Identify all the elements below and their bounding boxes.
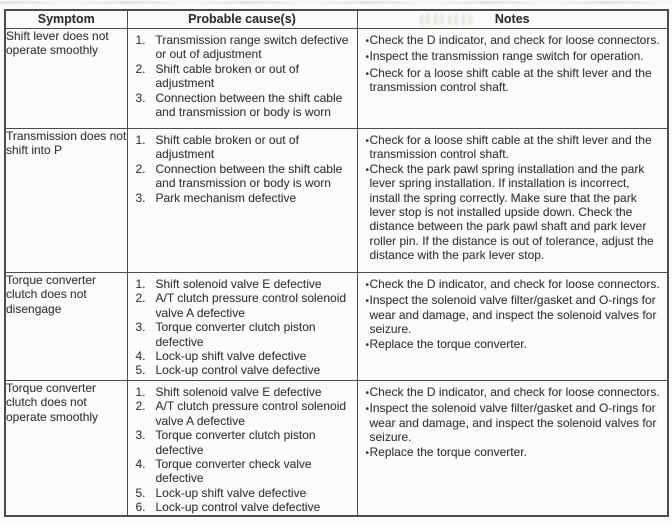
cause-number: 2. bbox=[135, 399, 146, 414]
cause-number: 1. bbox=[135, 277, 146, 291]
cause-text: Lock-up shift valve defective bbox=[155, 485, 307, 500]
cause-item bbox=[128, 162, 357, 191]
causes-list bbox=[128, 385, 357, 515]
table-header-row bbox=[5, 10, 668, 29]
notes-cell bbox=[357, 29, 668, 129]
column-header-notes bbox=[357, 10, 668, 29]
bullet-icon bbox=[358, 337, 370, 353]
table-row bbox=[5, 381, 668, 516]
bullet-icon bbox=[358, 401, 370, 417]
cause-item bbox=[128, 399, 357, 428]
cause-item bbox=[128, 428, 357, 457]
note-text: Check the D indicator, and check for loose connectors. bbox=[369, 33, 660, 47]
causes-list bbox=[128, 277, 357, 378]
cause-item bbox=[128, 191, 357, 205]
cause-text: Shift cable broken or out of adjustment bbox=[155, 133, 299, 162]
cause-text: Transmission range switch defective or out of adjustment bbox=[155, 33, 349, 62]
bullet-icon bbox=[358, 445, 370, 461]
troubleshooting-table bbox=[4, 9, 669, 517]
cause-text: Connection between the shift cable and transmission or body is worn bbox=[155, 90, 343, 120]
note-text: Replace the torque converter. bbox=[369, 336, 527, 351]
cause-item bbox=[128, 33, 357, 62]
note-item bbox=[358, 385, 668, 401]
cause-item bbox=[128, 385, 357, 399]
cause-number: 3. bbox=[135, 190, 146, 205]
note-item bbox=[358, 445, 668, 461]
column-header-symptom: Symptom bbox=[5, 10, 127, 29]
cause-number: 2. bbox=[135, 291, 146, 306]
column-header-notes-label: Notes bbox=[494, 12, 530, 26]
cause-item bbox=[128, 500, 357, 514]
symptom-text: Transmission does not shift into P bbox=[6, 129, 127, 158]
cause-text: Lock-up control valve defective bbox=[155, 363, 321, 378]
scan-edge-artifact bbox=[0, 1, 672, 4]
cause-item bbox=[128, 320, 357, 349]
column-header-causes: Probable cause(s) bbox=[127, 10, 357, 29]
cause-item bbox=[128, 91, 357, 120]
causes-cell bbox=[127, 273, 357, 381]
cause-number: 5. bbox=[135, 485, 146, 500]
causes-cell bbox=[127, 381, 357, 516]
bullet-icon bbox=[358, 33, 370, 49]
notes-cell bbox=[357, 129, 668, 273]
cause-text: Torque converter check valve defective bbox=[155, 457, 312, 486]
cause-number: 3. bbox=[135, 320, 146, 335]
bullet-icon bbox=[358, 293, 370, 309]
cause-text: Shift solenoid valve E defective bbox=[155, 385, 322, 399]
symptom-cell bbox=[5, 273, 127, 381]
cause-number: 2. bbox=[135, 61, 146, 76]
note-item bbox=[358, 66, 668, 95]
cause-number: 2. bbox=[135, 161, 146, 176]
bullet-icon bbox=[358, 385, 370, 401]
cause-item bbox=[128, 133, 357, 162]
table-row bbox=[5, 273, 668, 381]
cause-number: 4. bbox=[135, 349, 146, 364]
causes-list bbox=[128, 33, 357, 119]
note-text: Check for a loose shift cable at the shift lever and the transmission control shaft. bbox=[369, 65, 652, 95]
table-row bbox=[5, 29, 668, 129]
cause-number: 3. bbox=[135, 90, 146, 105]
notes-list bbox=[358, 33, 668, 95]
cause-text: A/T clutch pressure control solenoid valve A defective bbox=[155, 399, 347, 428]
cause-text: Connection between the shift cable and transmission or body is worn bbox=[155, 161, 343, 191]
note-item bbox=[358, 33, 668, 49]
cause-number: 6. bbox=[135, 500, 146, 515]
note-text: Check the D indicator, and check for loose connectors. bbox=[369, 385, 660, 399]
cause-text: Lock-up control valve defective bbox=[155, 500, 321, 515]
notes-list bbox=[358, 133, 668, 263]
cause-text: Torque converter clutch piston defective bbox=[155, 428, 316, 457]
cause-number: 1. bbox=[135, 33, 146, 47]
cause-item bbox=[128, 291, 357, 320]
cause-text: Shift cable broken or out of adjustment bbox=[155, 61, 299, 91]
symptom-cell bbox=[5, 381, 127, 516]
symptom-text: Torque converter clutch does not disengage bbox=[6, 273, 97, 316]
notes-cell bbox=[357, 381, 668, 516]
cause-number: 5. bbox=[135, 363, 146, 378]
cause-item bbox=[128, 457, 357, 486]
cause-item bbox=[128, 486, 357, 500]
cause-item bbox=[128, 363, 357, 377]
note-item bbox=[358, 133, 668, 162]
cause-number: 3. bbox=[135, 428, 146, 443]
note-item bbox=[358, 277, 668, 293]
causes-cell bbox=[127, 29, 357, 129]
bullet-icon bbox=[358, 162, 370, 178]
note-item bbox=[358, 162, 668, 263]
symptom-text: Torque converter clutch does not operate smoothly bbox=[6, 381, 99, 424]
note-item bbox=[358, 49, 668, 65]
note-text: Check for a loose shift cable at the shift lever and the transmission control shaft. bbox=[369, 133, 652, 162]
note-text: Replace the torque converter. bbox=[369, 444, 527, 459]
cause-text: Lock-up shift valve defective bbox=[155, 349, 307, 364]
symptom-text: Shift lever does not operate smoothly bbox=[6, 29, 109, 58]
scan-smudge-artifact bbox=[420, 14, 472, 25]
note-text: Check the park pawl spring installation and the park lever spring installation. If installation is incorrect, install the spring correctly. Make sure that the park lever stop is not installed upside down. Check the distance between the park pawl shaft and park lever roller pin. If the distance is out of tolerance, adjust the distance with the park lever stop. bbox=[369, 161, 654, 263]
causes-cell bbox=[127, 129, 357, 273]
cause-text: A/T clutch pressure control solenoid valve A defective bbox=[155, 291, 347, 320]
note-text: Inspect the solenoid valve filter/gasket and O-rings for wear and damage, and inspect the solenoid valves for seizure. bbox=[369, 293, 657, 337]
notes-list bbox=[358, 277, 668, 353]
bullet-icon bbox=[358, 277, 370, 293]
cause-item bbox=[128, 277, 357, 291]
cause-number: 1. bbox=[135, 133, 146, 147]
note-item bbox=[358, 337, 668, 353]
cause-text: Park mechanism defective bbox=[155, 190, 297, 205]
note-text: Check the D indicator, and check for loose connectors. bbox=[369, 277, 660, 291]
note-item bbox=[358, 401, 668, 444]
cause-item bbox=[128, 62, 357, 91]
cause-text: Shift solenoid valve E defective bbox=[155, 277, 322, 291]
table-row bbox=[5, 129, 668, 273]
bullet-icon bbox=[358, 49, 370, 65]
causes-list bbox=[128, 133, 357, 205]
note-text: Inspect the transmission range switch for operation. bbox=[369, 49, 644, 64]
notes-cell bbox=[357, 273, 668, 381]
table-body bbox=[5, 29, 668, 516]
notes-list bbox=[358, 385, 668, 461]
bullet-icon bbox=[358, 133, 370, 149]
symptom-cell bbox=[5, 129, 127, 273]
note-text: Inspect the solenoid valve filter/gasket and O-rings for wear and damage, and inspect the solenoid valves for seizure. bbox=[369, 401, 657, 445]
cause-item bbox=[128, 349, 357, 363]
cause-number: 1. bbox=[135, 385, 146, 399]
bullet-icon bbox=[358, 66, 370, 82]
symptom-cell bbox=[5, 29, 127, 129]
note-item bbox=[358, 293, 668, 336]
cause-text: Torque converter clutch piston defective bbox=[155, 320, 316, 349]
cause-number: 4. bbox=[135, 457, 146, 472]
